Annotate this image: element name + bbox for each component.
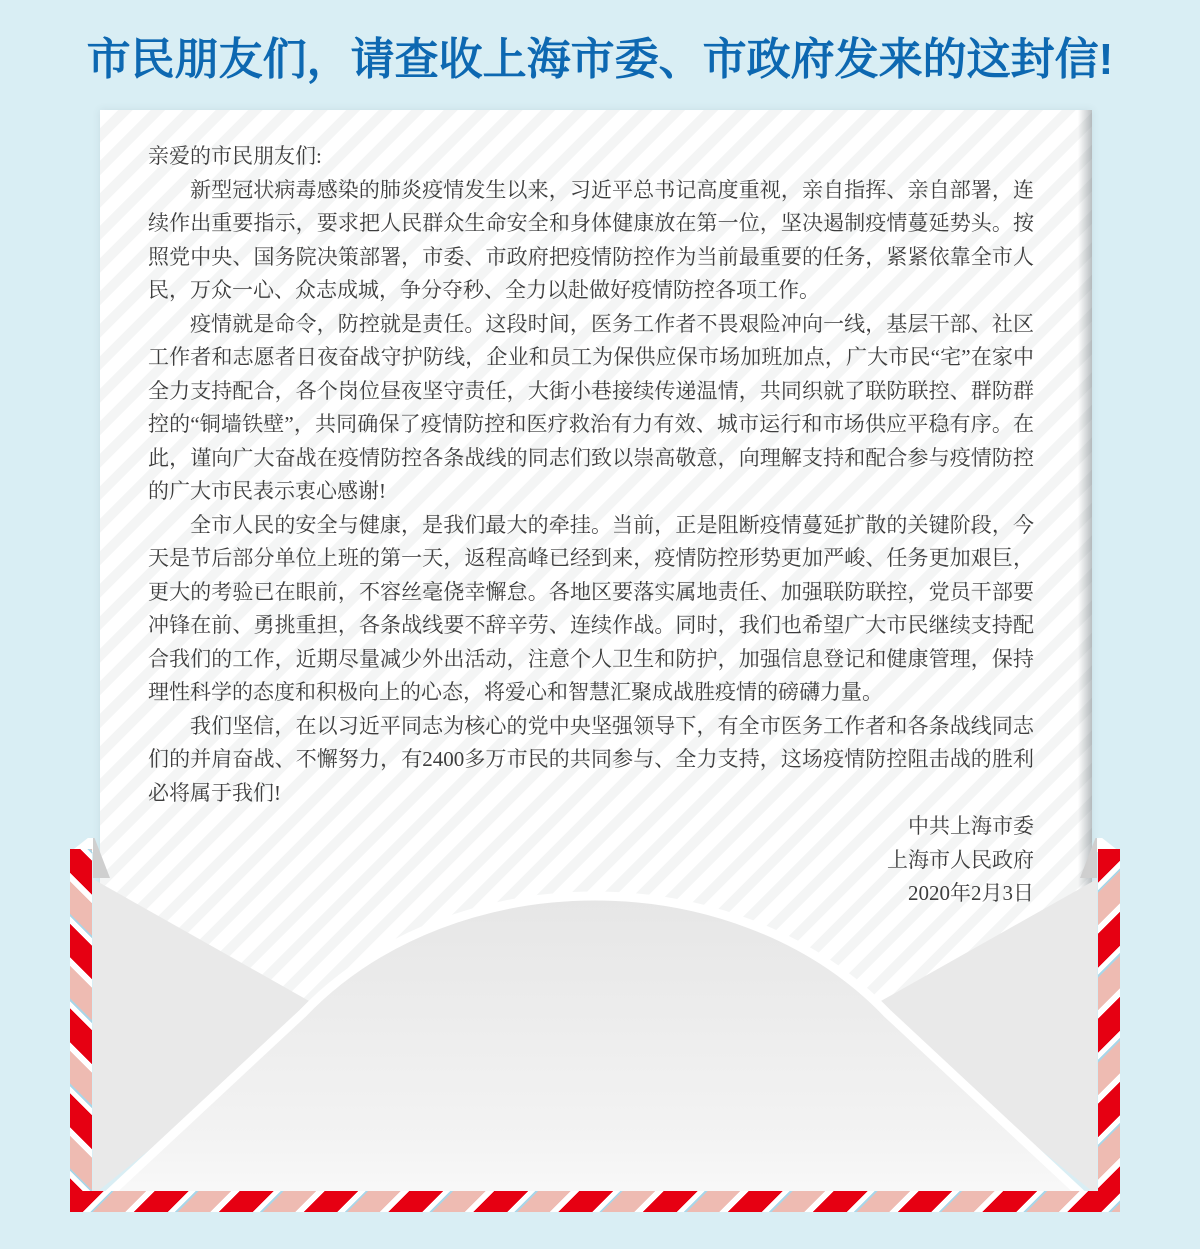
envelope-border-left [70,849,92,1212]
paper-fold-shadow-right [1080,838,1097,878]
envelope-flaps-graphic [70,838,1120,1212]
envelope-border-bottom [70,1191,1120,1212]
signature-org-party: 中共上海市委 [908,814,1034,838]
signature-org-government: 上海市人民政府 [887,847,1034,872]
paper-fold-shadow-left [93,838,110,878]
letter-salutation: 亲爱的市民朋友们: [148,144,322,168]
envelope-border-right [1098,849,1120,1212]
letter-paragraph-1: 新型冠状病毒感染的肺炎疫情发生以来，习近平总书记高度重视，亲自指挥、亲自部署，连续作出重要指示，要求把人民群众生命安全和身体健康放在第一位，坚决遏制疫情蔓延势头。按照党中央、国务院决策部署，市委、市政府把疫情防控作为当前最重要的任务，紧紧依靠全市人民，万众一心、众志成城，争分夺秒、全力以赴做好疫情防控各项工作。 [148,177,1034,302]
letter-paragraph-3: 全市人民的安全与健康，是我们最大的牵挂。当前，正是阻断疫情蔓延扩散的关键阶段，今天是节后部分单位上班的第一天，返程高峰已经到来，疫情防控形势更加严峻、任务更加艰巨，更大的考验已在眼前，不容丝毫侥幸懈怠。各地区要落实属地责任、加强联防联控，党员干部要冲锋在前、勇挑重担，各条战线要不辞辛劳、连续作战。同时，我们也希望广大市民继续支持配合我们的工作，近期尽量减少外出活动，注意个人卫生和防护，加强信息登记和健康管理，保持理性科学的态度和积极向上的心态，将爱心和智慧汇聚成战胜疫情的磅礴力量。 [148,512,1034,704]
envelope-illustration [70,838,1120,1212]
signature-date: 2020年2月3日 [908,881,1034,905]
letter-paragraph-4: 我们坚信，在以习近平同志为核心的党中央坚强领导下，有全市医务工作者和各条战线同志们的并肩奋战、不懈努力，有2400多万市民的共同参与、全力支持，这场疫情防控阻击战的胜利必将属于我们! [148,713,1034,805]
letter-body [100,110,1092,911]
letter-paragraph-2: 疫情就是命令，防控就是责任。这段时间，医务工作者不畏艰险冲向一线，基层干部、社区工作者和志愿者日夜奋战守护防线，企业和员工为保供应保市场加班加点，广大市民“宅”在家中全力支持配合，各个岗位昼夜坚守责任，大街小巷接续传递温情，共同织就了联防联控、群防群控的“铜墙铁壁”，共同确保了疫情防控和医疗救治有力有效、城市运行和市场供应平稳有序。在此，谨向广大奋战在疫情防控各条战线的同志们致以崇高敬意，向理解支持和配合参与疫情防控的广大市民表示衷心感谢! [148,311,1034,503]
page-title: 市民朋友们，请查收上海市委、市政府发来的这封信! [86,35,1114,84]
